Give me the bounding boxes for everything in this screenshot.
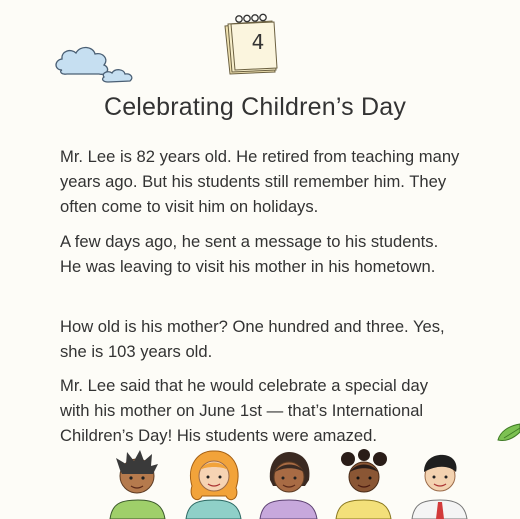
cloud-icon	[52, 40, 152, 90]
paragraph-3: How old is his mother? One hundred and three. Yes, she is 103 years old.	[60, 317, 445, 361]
child-4	[336, 449, 391, 519]
children-illustration	[100, 446, 500, 519]
calendar-day: 4	[251, 30, 265, 54]
paragraph-1: Mr. Lee is 82 years old. He retired from teaching many years ago. But his students still remember him. They often come to visit him on holidays.	[60, 147, 460, 216]
child-1	[110, 450, 165, 519]
paragraph-2: A few days ago, he sent a message to his students. He was leaving to visit his mother in his hometown.	[60, 232, 439, 276]
child-2	[186, 451, 241, 519]
child-5	[412, 455, 467, 519]
leaf-icon	[496, 418, 520, 458]
child-3	[260, 452, 317, 519]
paragraph-4: Mr. Lee said that he would celebrate a special day with his mother on June 1st — that’s International Children’s Day! His students were amazed.	[60, 376, 429, 445]
page-title: Celebrating Children’s Day	[103, 93, 407, 121]
